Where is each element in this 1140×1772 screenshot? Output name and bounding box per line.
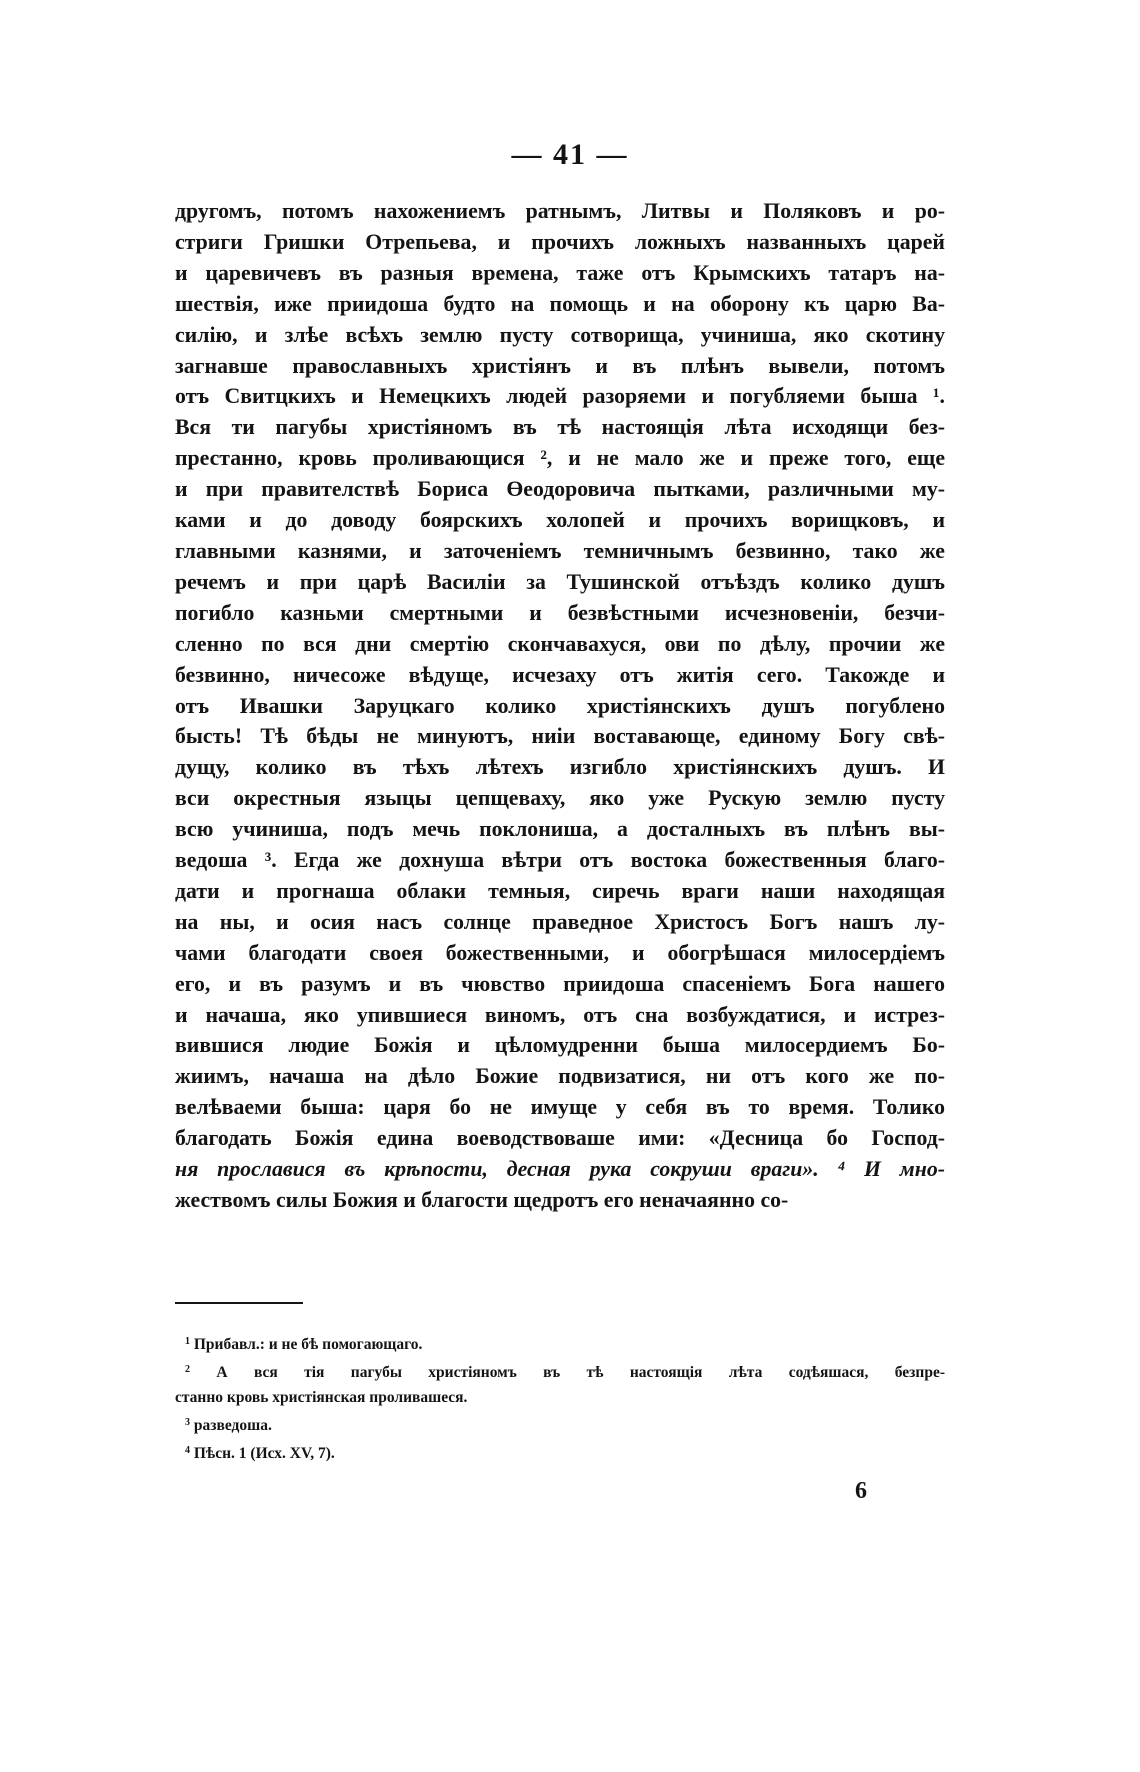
text-line: жествомъ силы Божия и благости щедротъ его неначаянно со- [175,1188,789,1212]
text-line: вившися людие Божія и цѣломудренни быша милосердиемъ Бо- [175,1033,945,1058]
text-line: речемъ и при царѣ Василіи за Тушинской отъѣздъ колико душъ [175,569,945,594]
text-line: сленно по вся дни смертію скончавахуся, ови по дѣлу, прочии же [175,631,945,656]
text-line: жиимъ, начаша на дѣло Божие подвизатися, ни отъ кого же по- [175,1064,945,1089]
text-line: престанно, кровь проливающися ², и не мало же и преже того, еще [175,446,945,471]
footnotes [175,1329,945,1466]
footnote-mark: 1 [185,1336,190,1347]
footnote-4 [175,1438,945,1466]
footnote-2 [175,1357,945,1385]
page-number: — 41 — [511,138,629,171]
footnote-mark: 4 [185,1445,190,1456]
text-line: загнавше православныхъ христіянъ и въ плѣнъ вывели, потомъ [175,353,945,378]
text-line: дати и прогнаша облаки темныя, сиречь враги наши находящая [175,878,945,903]
text-line: всю учиниша, подъ мечь поклониша, а досталныхъ въ плѣнъ вы- [175,817,945,842]
text-line: чами благодати своея божественными, и обогрѣшася милосердіемъ [175,940,945,965]
text-line: бысть! Тѣ бѣды не минуютъ, ниіи воставающе, единому Богу свѣ- [175,724,945,749]
text-line: главными казнями, и заточеніемъ темничнымъ безвинно, тако же [175,538,945,563]
text-line: вси окрестныя языцы цепщеваху, яко уже Рускую землю пусту [175,786,945,811]
text-line: ня прославися въ крѣпости, десная рука сокруши враги». ⁴ И мно- [175,1157,945,1182]
text-line: другомъ, потомъ нахожениемъ ратнымъ, Литвы и Поляковъ и ро- [175,199,945,223]
footnote-text: Пѣсн. 1 (Исх. XV, 7). [193,1445,335,1462]
text-line: велѣваеми быша: царя бо не имуще у себя въ то время. Толико [175,1095,945,1120]
text-line: шествія, иже приидоша будто на помощь и на оборону къ царю Ва- [175,291,945,316]
footnote-text: Прибавл.: и не бѣ помогающаго. [193,1336,423,1353]
footnote-3 [175,1410,945,1438]
text-line: на ны, и осия насъ солнце праведное Христосъ Богъ нашъ лу- [175,909,945,934]
signature-mark: 6 [855,1478,867,1504]
footnote-text: А вся тія пагубы христіяномъ въ тѣ настоящія лѣта содѣяшася, безпре- [216,1364,945,1381]
text-line: дущу, колико въ тѣхъ лѣтехъ изгибло христіянскихъ душъ. И [175,755,945,780]
footnote-1 [175,1329,945,1357]
footnote-divider [175,1302,303,1304]
text-line: безвинно, ничесоже вѣдуще, исчезаху отъ житія сего. Такожде и [175,662,945,687]
footnote-mark: 2 [185,1364,190,1375]
text-line: отъ Свитцкихъ и Немецкихъ людей разоряеми и погубляеми быша ¹. [175,384,945,409]
text-line: силію, и злѣе всѣхъ землю пусту сотворища, учиниша, яко скотину [175,322,945,347]
text-line: и при правителствѣ Бориса Өеодоровича пытками, различными му- [175,477,945,502]
text-line: Вся ти пагубы христіяномъ въ тѣ настоящія лѣта исходящи без- [175,415,945,440]
text-line: стриги Гришки Отрепьева, и прочихъ ложныхъ названныхъ царей [175,229,945,254]
footnote-2-continued: станно кровь христіянская проливашеся. [175,1389,468,1406]
text-line: ведоша ³. Егда же дохнуша вѣтри отъ востока божественныя благо- [175,848,945,873]
main-text-block [175,196,945,1216]
footnote-text: разведоша. [193,1417,272,1434]
text-line: отъ Ивашки Заруцкаго колико христіянскихъ душъ погублено [175,693,945,718]
text-line: и начаша, яко упившиеся виномъ, отъ сна возбуждатися, и истрез- [175,1002,945,1027]
footnote-mark: 3 [185,1417,190,1428]
text-line: ками и до доводу боярскихъ холопей и прочихъ ворищковъ, и [175,508,945,533]
text-line: благодать Божія едина воеводствоваше ими: «Десница бо Господ- [175,1126,945,1151]
text-line: его, и въ разумъ и въ чювство приидоша спасеніемъ Бога нашего [175,971,945,996]
text-line: погибло казньми смертными и безвѣстными исчезновеніи, безчи- [175,600,945,625]
text-line: и царевичевъ въ разныя времена, таже отъ Крымскихъ татаръ на- [175,260,945,285]
